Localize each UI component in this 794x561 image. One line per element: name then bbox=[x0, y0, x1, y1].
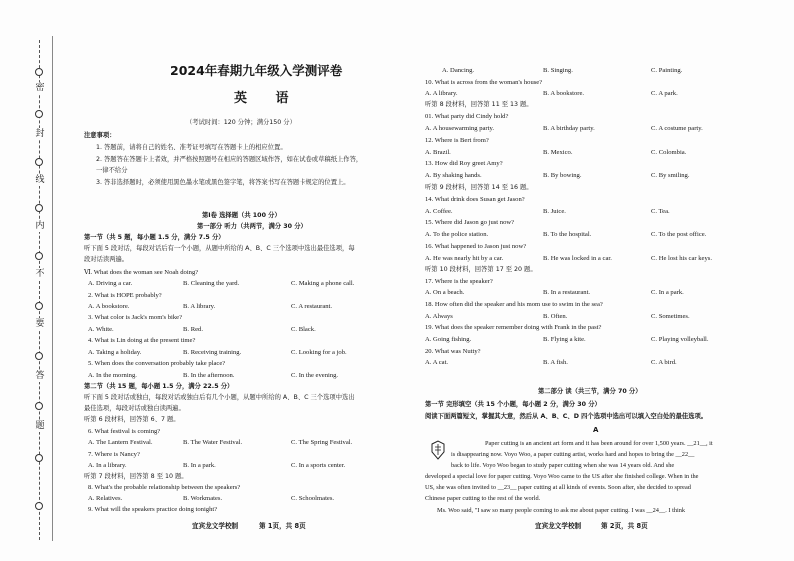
option-b: B. A fish. bbox=[543, 359, 568, 366]
option-b: B. A library. bbox=[183, 303, 216, 310]
option-b: B. A bookstore. bbox=[543, 90, 585, 97]
question-3: 3. What color is Jack's mom's bike? bbox=[88, 314, 182, 321]
section2-heading: 第二节（共 15 题，每小题 1.5 分，满分 22.5 分） bbox=[84, 383, 234, 390]
option-c: C. Making a phone call. bbox=[291, 280, 355, 287]
passage-line: is disappearing now. Voyo Woo, a paper cutting artist, works hard and hopes to bring the __22__ bbox=[451, 451, 695, 458]
option-c: C. Colombia. bbox=[651, 149, 687, 156]
question-17: 17. Where is the speaker? bbox=[425, 278, 493, 285]
binding-char: 内 bbox=[33, 220, 47, 232]
binding-hole bbox=[35, 68, 43, 76]
option-b: B. A birthday party. bbox=[543, 125, 595, 132]
section2-instruction: 最佳选项，每段对话或独白读两遍。 bbox=[84, 405, 185, 412]
binding-char: 题 bbox=[33, 420, 47, 432]
passage-line: US, she was often invited to __23__ paper cutting at all kinds of events. Soon after, she decided to spread bbox=[425, 484, 691, 491]
option-a: A. Always bbox=[425, 313, 453, 320]
option-a: A. A cat. bbox=[425, 359, 449, 366]
question-12: 12. Where is Bert from? bbox=[425, 137, 489, 144]
option-b: B. Red. bbox=[183, 326, 203, 333]
question-1: Ⅵ. What does the woman see Noah doing? bbox=[84, 269, 199, 276]
note-line: 一律不给分 bbox=[96, 167, 128, 174]
binding-char: 答 bbox=[33, 370, 47, 382]
footer-page: 第 2页，共 8页 bbox=[601, 522, 648, 530]
binding-hole bbox=[35, 402, 43, 410]
part1-title: 第Ⅰ卷 选择题（共 100 分） bbox=[202, 212, 281, 219]
notes-heading: 注意事项： bbox=[84, 132, 116, 139]
exam-info: （考试时间：120 分钟；满分150 分） bbox=[186, 119, 296, 126]
note-line: 2. 答题答在答题卡上者效，并严格按照题号在相应的答题区域作答，如在试卷或草稿纸上作答， bbox=[96, 156, 363, 163]
option-c: C. A bird. bbox=[651, 359, 677, 366]
option-a: A. In a library. bbox=[88, 462, 127, 469]
binding-char: 不 bbox=[33, 268, 47, 280]
option-b: B. Workmates. bbox=[183, 495, 223, 502]
question-18: 18. How often did the speaker and his mom use to swim in the sea? bbox=[425, 301, 603, 308]
question-5: 5. When does the conversation probably take place? bbox=[88, 360, 226, 367]
passage-line: Chinese paper cutting to the rest of the world. bbox=[425, 495, 541, 502]
option-c: C. To the post office. bbox=[651, 231, 707, 238]
binding-hole bbox=[35, 454, 43, 462]
option-c: C. Tea. bbox=[651, 208, 670, 215]
option-c: C. He lost his car keys. bbox=[651, 255, 712, 262]
binding-hole bbox=[35, 158, 43, 166]
binding-hole bbox=[35, 110, 43, 118]
question-13: 13. How did Roy greet Amy? bbox=[425, 160, 503, 167]
section1-title: 第一部分 听力（共两节，满分 30 分） bbox=[197, 223, 307, 230]
question-6: 6. What festival is coming? bbox=[88, 428, 161, 435]
option-a: A. A housewarming party. bbox=[425, 125, 494, 132]
option-a: A. Coffee. bbox=[425, 208, 453, 215]
option-c: C. Playing volleyball. bbox=[651, 336, 709, 343]
option-b: B. By bowing. bbox=[543, 172, 582, 179]
section1-heading: 第一节（共 5 题，每小题 1.5 分，满分 7.5 分） bbox=[84, 234, 225, 241]
question-20: 20. What was Nutty? bbox=[425, 348, 481, 355]
subject-title: 英 语 bbox=[234, 91, 301, 106]
option-b: B. The Water Festival. bbox=[183, 439, 243, 446]
option-b: B. Cleaning the yard. bbox=[183, 280, 240, 287]
passage-label: A bbox=[593, 426, 599, 434]
binding-margin bbox=[30, 40, 50, 540]
option-c: C. The Spring Festival. bbox=[291, 439, 353, 446]
question-19: 19. What does the speaker remember doing with Frank in the past? bbox=[425, 324, 602, 331]
binding-hole bbox=[35, 352, 43, 360]
question-9: 9. What will the speakers practice doing tonight? bbox=[88, 506, 218, 513]
binding-hole bbox=[35, 252, 43, 260]
option-a: A. White. bbox=[88, 326, 114, 333]
option-a: A. He was nearly hit by a car. bbox=[425, 255, 504, 262]
option-c: C. Looking for a job. bbox=[291, 349, 347, 356]
binding-char: 密 bbox=[33, 82, 47, 94]
question-4: 4. What is Lin doing at the present time? bbox=[88, 337, 196, 344]
section2-instruction: 听下面 5 段对话或独白，每段对话或独白后有几个小题，从题中所给的 A、B、C 三个选项中选出 bbox=[84, 394, 355, 401]
option-c: C. In a park. bbox=[651, 289, 684, 296]
question-14: 14. What drink does Susan get Jason? bbox=[425, 196, 525, 203]
question-2: 2. What is HOPE probably? bbox=[88, 292, 162, 299]
margin-rule bbox=[52, 36, 53, 541]
option-a: A. Dancing. bbox=[442, 67, 475, 74]
note-line: 1. 答题前，请将自己的姓名、准考证号填写在答题卡上的相应位置。 bbox=[96, 144, 287, 151]
option-c: C. A costume party. bbox=[651, 125, 703, 132]
passage-line: back to life. Voyo Woo began to study paper cutting when she was 14 years old. And she bbox=[451, 462, 675, 469]
paper-cutting-illustration bbox=[429, 440, 447, 460]
option-a: A. A library. bbox=[425, 90, 458, 97]
footer-school: 宜宾龙文学校制 bbox=[192, 522, 239, 530]
option-c: C. By smiling. bbox=[651, 172, 690, 179]
page-2 bbox=[425, 0, 770, 561]
listen-instruction: 听第 10 段材料，回答第 17 至 20 题。 bbox=[425, 266, 537, 273]
listen-instruction: 听第 8 段材料，回答第 11 至 13 题。 bbox=[425, 101, 533, 108]
cloze-heading: 第一节 完形填空（共 15 个小题，每小题 2 分，满分 30 分） bbox=[425, 401, 601, 408]
option-b: B. Receiving training. bbox=[183, 349, 242, 356]
option-a: A. Taking a holiday. bbox=[88, 349, 142, 356]
question-15: 15. Where did Jason go just now? bbox=[425, 219, 515, 226]
option-c: C. A restaurant. bbox=[291, 303, 333, 310]
option-a: A. Driving a car. bbox=[88, 280, 133, 287]
option-b: B. In a park. bbox=[183, 462, 216, 469]
listen-instruction: 听第 9 段材料，回答第 14 至 16 题。 bbox=[425, 184, 533, 191]
cloze-instruction: 阅读下面两篇短文，掌握其大意，然后从 A、B、C、D 四个选项中选出可以填入空白处的最佳选项。 bbox=[425, 413, 708, 420]
part2-title: 第二部分 读（共三节，满分 70 分） bbox=[538, 388, 642, 395]
option-b: B. In the afternoon. bbox=[183, 372, 235, 379]
binding-hole bbox=[35, 502, 43, 510]
question-7: 7. Where is Nancy? bbox=[88, 451, 140, 458]
option-a: A. A bookstore. bbox=[88, 303, 130, 310]
question-10: 10. What is across from the woman's house? bbox=[425, 79, 543, 86]
binding-char: 要 bbox=[33, 318, 47, 330]
option-c: C. In the evening. bbox=[291, 372, 339, 379]
option-b: B. Juice. bbox=[543, 208, 566, 215]
question-16: 16. What happened to Jason just now? bbox=[425, 243, 527, 250]
option-c: C. Schoolmates. bbox=[291, 495, 335, 502]
option-c: C. Black. bbox=[291, 326, 316, 333]
page-1 bbox=[84, 0, 420, 561]
option-c: C. Sometimes. bbox=[651, 313, 690, 320]
exam-title: 2024年春期九年级入学测评卷 bbox=[170, 63, 343, 78]
option-c: C. A park. bbox=[651, 90, 678, 97]
option-b: B. Flying a kite. bbox=[543, 336, 586, 343]
option-a: A. In the morning. bbox=[88, 372, 137, 379]
option-a: A. Brazil. bbox=[425, 149, 451, 156]
binding-hole bbox=[35, 302, 43, 310]
option-a: A. To the police station. bbox=[425, 231, 489, 238]
option-c: C. In a sports center. bbox=[291, 462, 346, 469]
option-b: B. Singing. bbox=[543, 67, 573, 74]
question-11: 01. What party did Cindy hold? bbox=[425, 113, 509, 120]
option-a: A. On a beach. bbox=[425, 289, 465, 296]
passage-line: developed a special love for paper cutting. Voyo Woo came to the US after she finished college. When in the bbox=[425, 473, 699, 480]
section1-instruction: 段对话读两遍。 bbox=[84, 256, 129, 263]
option-b: B. He was locked in a car. bbox=[543, 255, 612, 262]
footer-school: 宜宾龙文学校制 bbox=[535, 522, 582, 530]
footer-page: 第 1页，共 8页 bbox=[259, 522, 306, 530]
option-a: A. Going fishing. bbox=[425, 336, 472, 343]
section1-instruction: 听下面 5 段对话，每段对话后有一个小题，从题中所给的 A、B、C 三个选项中选出最佳选项，每 bbox=[84, 245, 355, 252]
binding-hole bbox=[35, 204, 43, 212]
listen-instruction: 听第 6 段材料，回答第 6、7 题。 bbox=[84, 416, 180, 423]
option-b: B. In a restaurant. bbox=[543, 289, 591, 296]
binding-char: 线 bbox=[33, 174, 47, 186]
option-a: A. Relatives. bbox=[88, 495, 123, 502]
option-a: A. The Lantern Festival. bbox=[88, 439, 153, 446]
listen-instruction: 听第 7 段材料，回答第 8 至 10 题。 bbox=[84, 473, 188, 480]
note-line: 3. 答非选择题时，必须使用黑色墨水笔或黑色签字笔，将答案书写在答题卡规定的位置上。 bbox=[96, 179, 350, 186]
question-8: 8. What's the probable relationship between the speakers? bbox=[88, 484, 241, 491]
passage-line: Ms. Woo said, "I saw so many people coming to ask me about paper cutting. I was __24__. I think bbox=[437, 507, 686, 514]
option-b: B. To the hospital. bbox=[543, 231, 592, 238]
binding-char: 封 bbox=[33, 128, 47, 140]
option-b: B. Mexico. bbox=[543, 149, 573, 156]
option-c: C. Painting. bbox=[651, 67, 683, 74]
option-b: B. Often. bbox=[543, 313, 568, 320]
passage-line: Paper cutting is an ancient art form and it has been around for over 1,500 years. __21__, it bbox=[485, 440, 713, 447]
option-a: A. By shaking hands. bbox=[425, 172, 482, 179]
